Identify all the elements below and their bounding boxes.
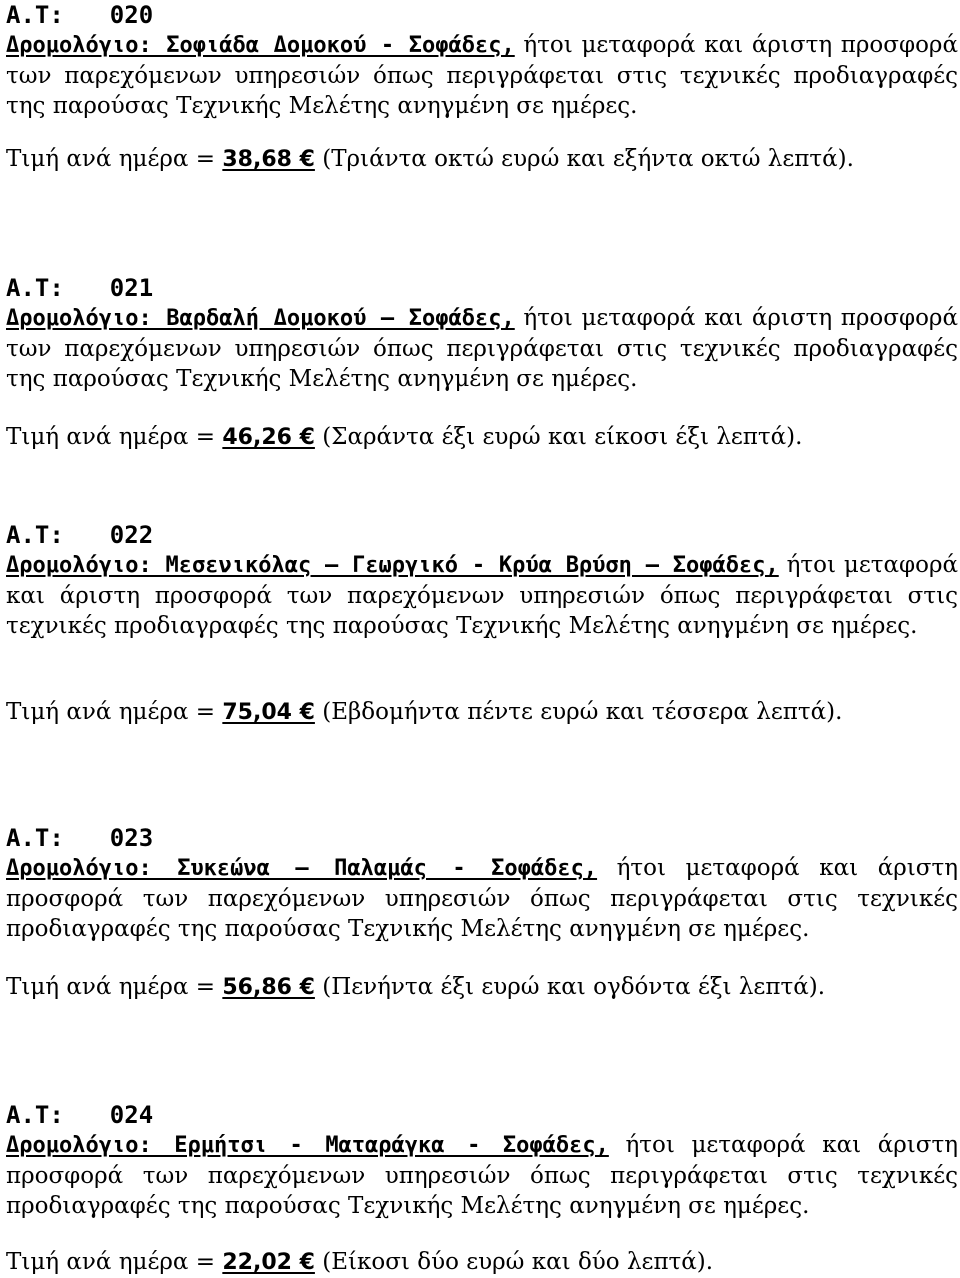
price-value: 38,68 €: [222, 147, 315, 172]
price-prefix: Τιμή ανά ημέρα =: [6, 146, 223, 172]
price-in-words: (Πενήντα έξι ευρώ και ογδόντα έξι λεπτά).: [314, 974, 826, 1000]
price-line: [6, 1247, 713, 1278]
article-number: 021: [109, 274, 154, 302]
route-name: Δρομολόγιο: Μεσενικόλας – Γεωργικό - Κρύα Βρύση – Σοφάδες,: [6, 553, 779, 578]
route-name: Δρομολόγιο: Συκεώνα – Παλαμάς - Σοφάδες,: [6, 856, 598, 881]
price-in-words: (Είκοσι δύο ευρώ και δύο λεπτά).: [314, 1249, 714, 1275]
price-value: 22,02 €: [222, 1250, 315, 1275]
article-number: 022: [109, 521, 154, 549]
route-description: [6, 303, 958, 394]
route-name: Δρομολόγιο: Ερμήτσι - Ματαράγκα - Σοφάδες,: [6, 1133, 609, 1158]
price-prefix: Τιμή ανά ημέρα =: [6, 974, 223, 1000]
article-number-line: [6, 823, 958, 853]
price-prefix: Τιμή ανά ημέρα =: [6, 699, 223, 725]
route-description-text: ήτοι μεταφορά και άριστη προσφορά των παρεχόμενων υπηρεσιών όπως περιγράφεται στις τεχνικές προδιαγραφές της παρούσας Τεχνικής Μελέτης ανηγμένη σε ημέρες.: [6, 1132, 959, 1219]
price-entry: [6, 520, 958, 725]
article-label: Α.Τ:: [6, 1, 64, 29]
article-number-line: [6, 273, 958, 303]
article-label: Α.Τ:: [6, 824, 64, 852]
route-description: [6, 550, 958, 641]
price-entry: [6, 1100, 959, 1275]
price-value: 56,86 €: [222, 975, 315, 1000]
route-description: [6, 853, 958, 944]
article-number: 023: [109, 824, 154, 852]
price-in-words: (Εβδομήντα πέντε ευρώ και τέσσερα λεπτά).: [314, 699, 843, 725]
article-number-line: [6, 0, 958, 30]
price-prefix: Τιμή ανά ημέρα =: [6, 424, 223, 450]
price-line: [6, 144, 854, 175]
price-entry: [6, 0, 958, 172]
price-prefix: Τιμή ανά ημέρα =: [6, 1249, 223, 1275]
article-label: Α.Τ:: [6, 274, 64, 302]
route-description: [6, 1130, 958, 1221]
article-number: 024: [109, 1101, 154, 1129]
route-description-text: ήτοι μεταφορά και άριστη προσφορά των παρεχόμενων υπηρεσιών όπως περιγράφεται στις τεχνικές προδιαγραφές της παρούσας Τεχνικής Μελέτης ανηγμένη σε ημέρες.: [6, 32, 958, 119]
price-entry: [6, 823, 958, 1000]
article-label: Α.Τ:: [6, 521, 64, 549]
article-number-line: [6, 520, 958, 550]
price-in-words: (Σαράντα έξι ευρώ και είκοσι έξι λεπτά).: [314, 424, 803, 450]
price-value: 75,04 €: [222, 700, 315, 725]
route-description: [6, 30, 958, 121]
route-description-text: ήτοι μεταφορά και άριστη προσφορά των παρεχόμενων υπηρεσιών όπως περιγράφεται στις τεχνικές προδιαγραφές της παρούσας Τεχνικής Μελέτης ανηγμένη σε ημέρες.: [6, 552, 958, 639]
route-name: Δρομολόγιο: Βαρδαλή Δομοκού – Σοφάδες,: [6, 306, 515, 331]
price-line: [6, 697, 842, 728]
article-label: Α.Τ:: [6, 1101, 64, 1129]
article-number-line: [6, 1100, 958, 1130]
price-entry: [6, 273, 958, 450]
price-line: [6, 422, 802, 453]
route-description-text: ήτοι μεταφορά και άριστη προσφορά των παρεχόμενων υπηρεσιών όπως περιγράφεται στις τεχνικές προδιαγραφές της παρούσας Τεχνικής Μελέτης ανηγμένη σε ημέρες.: [6, 855, 958, 942]
route-name: Δρομολόγιο: Σοφιάδα Δομοκού - Σοφάδες,: [6, 33, 515, 58]
price-value: 46,26 €: [222, 425, 315, 450]
route-description-text: ήτοι μεταφορά και άριστη προσφορά των παρεχόμενων υπηρεσιών όπως περιγράφεται στις τεχνικές προδιαγραφές της παρούσας Τεχνικής Μελέτης ανηγμένη σε ημέρες.: [6, 305, 958, 392]
price-line: [6, 972, 825, 1003]
article-number: 020: [109, 1, 154, 29]
price-in-words: (Τριάντα οκτώ ευρώ και εξήντα οκτώ λεπτά).: [314, 146, 854, 172]
